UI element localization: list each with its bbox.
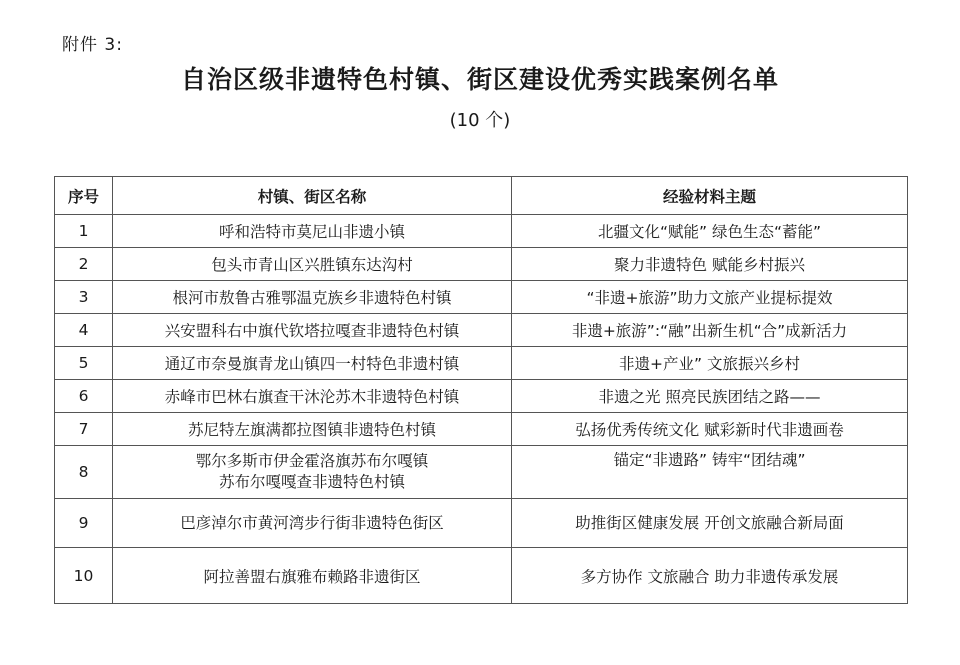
table-row xyxy=(55,446,908,499)
item-count: (10 个) xyxy=(449,110,511,131)
table-header-row xyxy=(55,177,908,215)
row-number: 5 xyxy=(55,347,113,380)
row-name: 巴彦淖尔市黄河湾步行街非遗特色街区 xyxy=(113,499,512,548)
table-row xyxy=(55,248,908,281)
row-number: 1 xyxy=(55,215,113,248)
row-theme: 非遗+旅游”:“融”出新生机“合”成新活力 xyxy=(512,314,908,347)
row-name: 包头市青山区兴胜镇东达沟村 xyxy=(113,248,512,281)
row-name: 阿拉善盟右旗雅布赖路非遗街区 xyxy=(113,548,512,604)
row-name xyxy=(113,446,512,499)
row-theme: 北疆文化“赋能” 绿色生态“蓄能” xyxy=(512,215,908,248)
table-row xyxy=(55,548,908,604)
document-title: 自治区级非遗特色村镇、街区建设优秀实践案例名单 xyxy=(180,65,779,94)
row-theme: 助推街区健康发展 开创文旅融合新局面 xyxy=(512,499,908,548)
table-row xyxy=(55,413,908,446)
row-name: 苏尼特左旗满都拉图镇非遗特色村镇 xyxy=(113,413,512,446)
row-number: 10 xyxy=(55,548,113,604)
row-number: 7 xyxy=(55,413,113,446)
row-name: 呼和浩特市莫尼山非遗小镇 xyxy=(113,215,512,248)
row-theme: 锚定“非遗路” 铸牢“团结魂” xyxy=(512,446,908,499)
header-theme: 经验材料主题 xyxy=(512,177,908,215)
row-number: 2 xyxy=(55,248,113,281)
row-theme: 聚力非遗特色 赋能乡村振兴 xyxy=(512,248,908,281)
row-name: 根河市敖鲁古雅鄂温克族乡非遗特色村镇 xyxy=(113,281,512,314)
row-name: 兴安盟科右中旗代钦塔拉嘎查非遗特色村镇 xyxy=(113,314,512,347)
table-row xyxy=(55,281,908,314)
row-theme: 弘扬优秀传统文化 赋彩新时代非遗画卷 xyxy=(512,413,908,446)
row-number: 3 xyxy=(55,281,113,314)
row-theme: 非遗之光 照亮民族团结之路—— xyxy=(512,380,908,413)
row-number: 8 xyxy=(55,446,113,499)
row-theme: “非遗+旅游”助力文旅产业提标提效 xyxy=(512,281,908,314)
row-name-line-1: 鄂尔多斯市伊金霍洛旗苏布尔嘎镇 xyxy=(195,452,429,470)
row-number: 4 xyxy=(55,314,113,347)
header-number: 序号 xyxy=(55,177,113,215)
header-name: 村镇、街区名称 xyxy=(113,177,512,215)
case-list-table xyxy=(54,176,908,604)
row-name: 通辽市奈曼旗青龙山镇四一村特色非遗村镇 xyxy=(113,347,512,380)
table-row xyxy=(55,499,908,548)
row-number: 6 xyxy=(55,380,113,413)
row-theme: 多方协作 文旅融合 助力非遗传承发展 xyxy=(512,548,908,604)
row-number: 9 xyxy=(55,499,113,548)
table-row xyxy=(55,380,908,413)
row-theme: 非遗+产业” 文旅振兴乡村 xyxy=(512,347,908,380)
table-row xyxy=(55,215,908,248)
table-row xyxy=(55,347,908,380)
attachment-label: 附件 3: xyxy=(62,35,123,55)
row-name-line-2: 苏布尔嘎嘎查非遗特色村镇 xyxy=(218,473,405,491)
table-row xyxy=(55,314,908,347)
row-name: 赤峰市巴林右旗查干沐沦苏木非遗特色村镇 xyxy=(113,380,512,413)
